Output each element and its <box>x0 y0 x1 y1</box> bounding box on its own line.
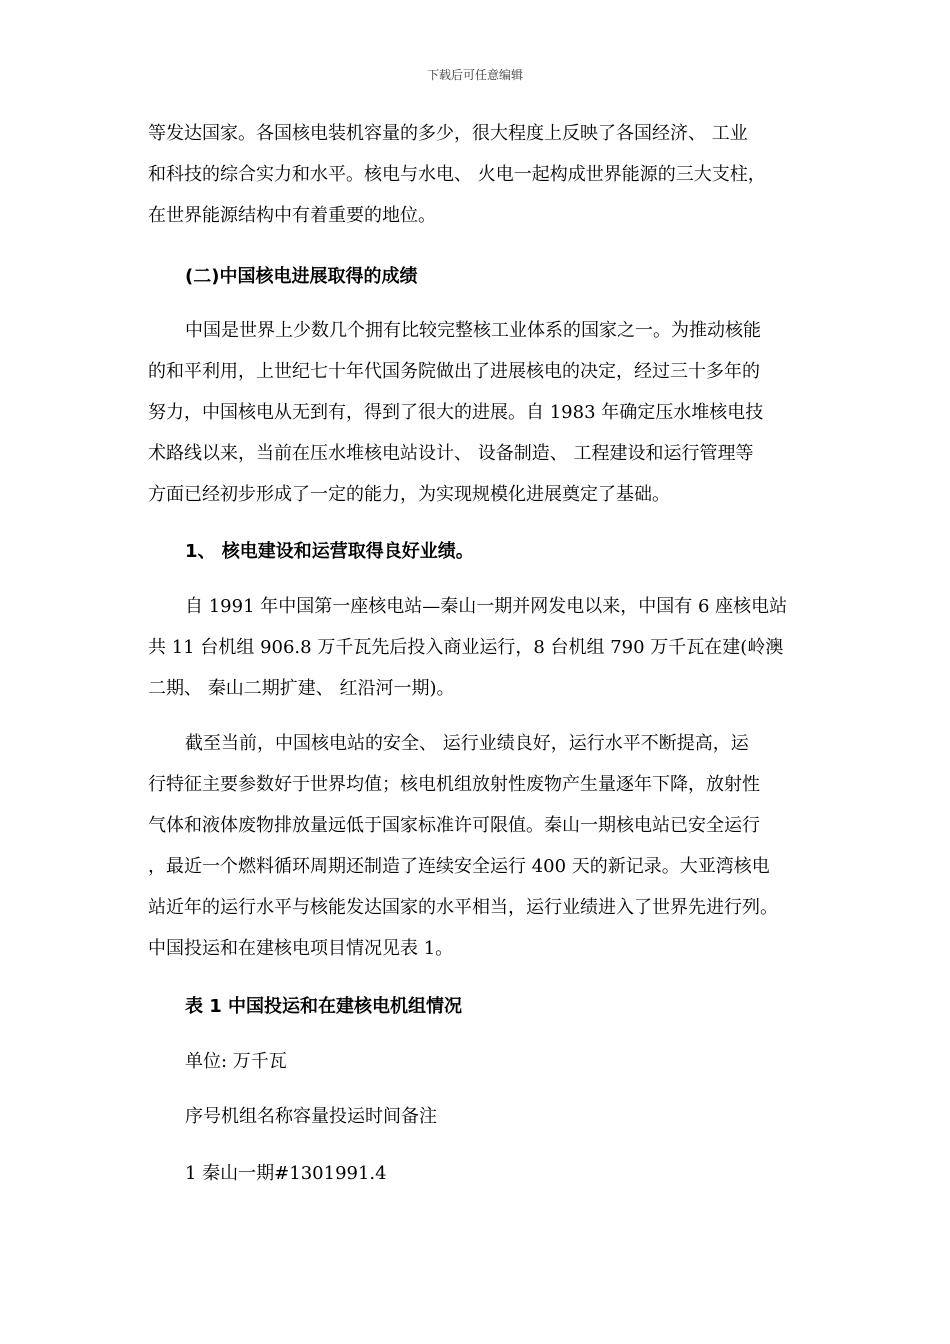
text-line: 站近年的运行水平与核能发达国家的水平相当，运行业绩进入了世界先进行列。 <box>148 897 778 918</box>
paragraph-progress <box>148 310 823 515</box>
text-line: 共 11 台机组 906.8 万千瓦先后投入商业运行，8 台机组 790 万千瓦在建(岭澳 <box>148 637 784 658</box>
table-row <box>148 1153 823 1194</box>
table-title <box>148 986 823 1027</box>
table-header-text: 序号机组名称容量投运时间备注 <box>185 1106 437 1127</box>
paragraph-safety <box>148 723 823 969</box>
text-line: 气体和液体废物排放量远低于国家标准许可限值。秦山一期核电站已安全运行 <box>148 815 760 836</box>
text-line: 中国投运和在建核电项目情况见表 1。 <box>148 938 454 959</box>
text-line: 行特征主要参数好于世界均值；核电机组放射性废物产生量逐年下降，放射性 <box>148 774 760 795</box>
text-line: 和科技的综合实力和水平。核电与水电、 火电一起构成世界能源的三大支柱， <box>148 164 766 185</box>
text-line: 中国是世界上少数几个拥有比较完整核工业体系的国家之一。为推动核能 <box>185 320 761 341</box>
text-line: 的和平利用，上世纪七十年代国务院做出了进展核电的决定，经过三十多年的 <box>148 361 760 382</box>
text-line: 截至当前，中国核电站的安全、 运行业绩良好，运行水平不断提高，运 <box>185 733 749 754</box>
page-header: 下载后可任意编辑 <box>426 68 523 82</box>
unit-text: 单位: 万千瓦 <box>185 1051 287 1072</box>
table-row-text: 1 秦山一期#1301991.4 <box>185 1163 387 1184</box>
heading-text: (二)中国核电进展取得的成绩 <box>185 266 418 287</box>
table-unit <box>148 1041 823 1082</box>
heading-text: 1、 核电建设和运营取得良好业绩。 <box>185 541 474 562</box>
text-line: 努力，中国核电从无到有，得到了很大的进展。自 1983 年确定压水堆核电技 <box>148 402 764 423</box>
text-line: ，最近一个燃料循环周期还制造了连续安全运行 400 天的新记录。大亚湾核电 <box>148 856 770 877</box>
paragraph-intro <box>148 113 823 236</box>
text-line: 自 1991 年中国第一座核电站—秦山一期并网发电以来，中国有 6 座核电站 <box>185 596 788 617</box>
subsection-heading <box>148 531 823 572</box>
table-title-text: 表 1 中国投运和在建核电机组情况 <box>185 996 463 1017</box>
paragraph-construction <box>148 586 823 709</box>
text-line: 方面已经初步形成了一定的能力，为实现规模化进展奠定了基础。 <box>148 484 670 505</box>
text-line: 二期、 秦山二期扩建、 红沿河一期)。 <box>148 678 455 699</box>
table-header-row <box>148 1096 823 1137</box>
text-line: 术路线以来，当前在压水堆核电站设计、 设备制造、 工程建设和运行管理等 <box>148 443 754 464</box>
text-line: 在世界能源结构中有着重要的地位。 <box>148 205 436 226</box>
section-heading <box>148 256 823 297</box>
text-line: 等发达国家。各国核电装机容量的多少，很大程度上反映了各国经济、 工业 <box>148 123 748 144</box>
